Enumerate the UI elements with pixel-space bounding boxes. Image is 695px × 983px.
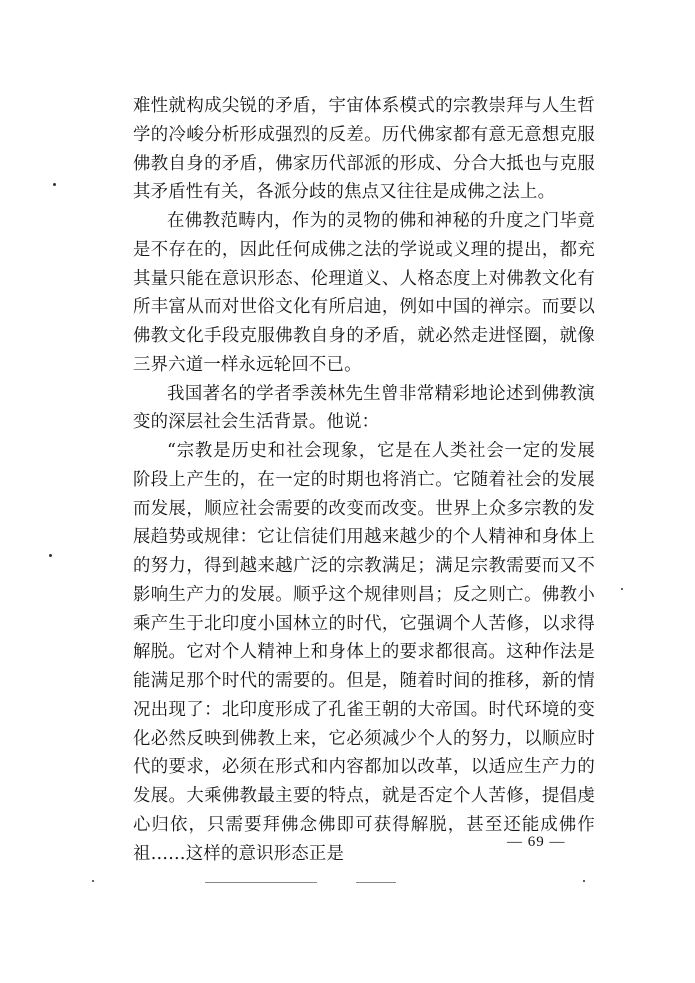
paragraph-4-quotation: “宗教是历史和社会现象，它是在人类社会一定的发展阶段上产生的，在一定的时期也将消亡。它随着社会的发展而发展，顺应社会需要的改变而改变。世界上众多宗教的发展趋势或规律：它让信徒们用越来越少的个人精神和身体上的努力，得到越来越广泛的宗教满足；满足宗教需要而又不影响生产力的发展。顺乎这个规律则昌；反之则亡。佛教小乘产生于北印度小国林立的时代，它强调个人苦修，以求得解脱。它对个人精神上和身体上的要求都很高。这种作法是能满足那个时代的需要的。但是，随着时间的推移，新的情况出现了：北印度形成了孔雀王朝的大帝国。时代环境的变化必然反映到佛教上来，它必须减少个人的努力，以顺应时代的要求，必须在形式和内容都加以改革，以适应生产力的发展。大乘佛教最主要的特点，就是否定个人苦修，提倡虔心归依，只需要拜佛念佛即可获得解脱，甚至还能成佛作祖……这样的意识形态正是 <box>133 441 595 864</box>
scan-artifact-line <box>356 882 396 883</box>
paragraph-2: 在佛教范畴内，作为的灵物的佛和神秘的升度之门毕竟是不存在的，因此任何成佛之法的学说或义理的提出，都充其量只能在意识形态、伦理道义、人格态度上对佛教文化有所丰富从而对世俗文化有所启迪，例如中国的禅宗。而要以佛教文化手段克服佛教自身的矛盾，就必然走进怪圈，就像三界六道一样永远轮回不已。 <box>133 211 595 375</box>
scan-speck <box>621 588 623 590</box>
scan-speck <box>53 183 56 186</box>
scan-speck <box>92 880 94 882</box>
body-text <box>133 92 595 868</box>
paragraph-3: 我国著名的学者季羡林先生曾非常精彩地论述到佛教演变的深层社会生活背景。他说： <box>133 383 595 433</box>
page-number: — 69 — <box>507 834 566 850</box>
paragraph-1: 难性就构成尖锐的矛盾，宇宙体系模式的宗教崇拜与人生哲学的冷峻分析形成强烈的反差。历代佛家都有意无意想克服佛教自身的矛盾，佛家历代部派的形成、分合大抵也与克服其矛盾性有关，各派分歧的焦点又往往是成佛之法上。 <box>133 96 595 203</box>
scan-speck <box>49 554 52 557</box>
scan-artifact-line <box>205 882 317 883</box>
scan-speck <box>583 880 585 882</box>
